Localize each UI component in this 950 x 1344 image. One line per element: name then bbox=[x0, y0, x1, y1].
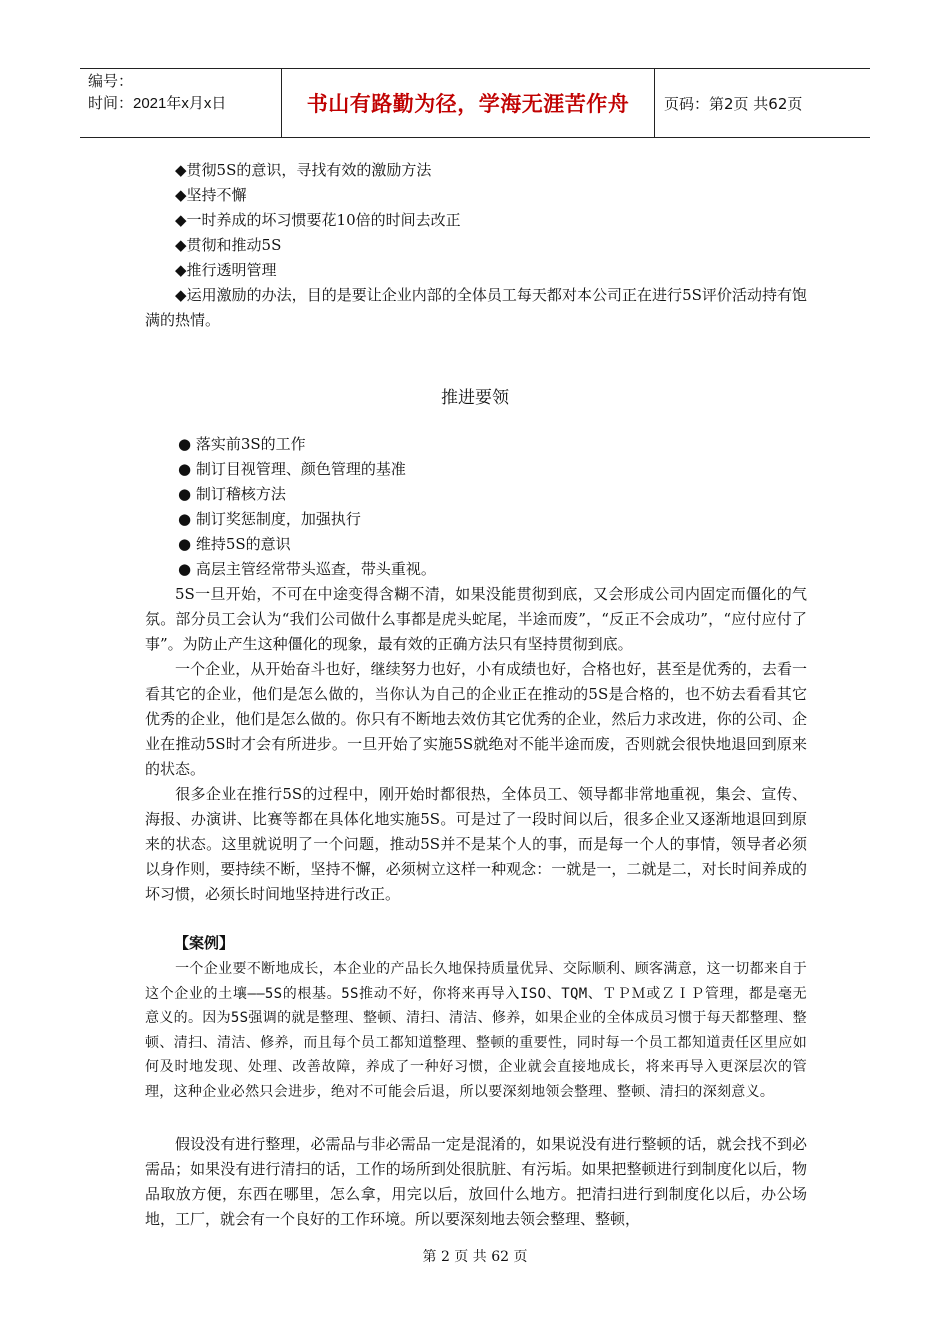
page-footer: 第 2 页 共 62 页 bbox=[422, 1249, 528, 1265]
body-paragraph: 5S一旦开始，不可在中途变得含糊不清，如果没能贯彻到底，又会形成公司内固定而僵化的气氛。部分员工会认为“我们公司做什么事都是虎头蛇尾，半途而废”，“反正不会成功”，“应付应付了事”。为防止产生这种僵化的现象，最有效的正确方法只有坚持贯彻到底。 bbox=[145, 585, 807, 653]
intro-paragraph: ◆运用激励的办法，目的是要让企业内部的全体员工每天都对本公司正在进行5S评价活动持有饱满的热情。 bbox=[145, 286, 807, 329]
closing-paragraph: 假设没有进行整理，必需品与非必需品一定是混淆的，如果说没有进行整顿的话，就会找不到必需品；如果没有进行清扫的话，工作的场所到处很肮脏、有污垢。如果把整顿进行到制度化以后，物品取放方便，东西在哪里，怎么拿，用完以后，放回什么地方。把清扫进行到制度化以后，办公场地，工厂，就会有一个良好的工作环境。所以要深刻地去领会整理、整顿， bbox=[145, 1135, 807, 1228]
section-heading: 推进要领 bbox=[441, 388, 509, 408]
header-page-info: 页码：第2页 共62页 bbox=[664, 94, 803, 113]
intro-bullet: ◆贯彻和推动5S bbox=[175, 236, 282, 254]
key-point: ● 制订目视管理、颜色管理的基准 bbox=[178, 460, 406, 478]
body-paragraph: 很多企业在推行5S的过程中，刚开始时都很热，全体员工、领导都非常地重视，集会、宣传、海报、办演讲、比赛等都在具体化地实施5S。可是过了一段时间以后，很多企业又逐渐地退回到原来的状态。这里就说明了一个问题，推动5S并不是某个人的事，而是每一个人的事情，领导者必须以身作则，要持续不断，坚持不懈，必须树立这样一种观念：一就是一，二就是二，对长时间养成的坏习惯，必须长时间地坚持进行改正。 bbox=[145, 785, 807, 903]
intro-bullet: ◆一时养成的坏习惯要花10倍的时间去改正 bbox=[175, 211, 461, 229]
intro-bullet: ◆贯彻5S的意识，寻找有效的激励方法 bbox=[175, 161, 432, 179]
key-point: ● 维持5S的意识 bbox=[178, 535, 291, 553]
page-header bbox=[80, 68, 870, 138]
key-point: ● 制订稽核方法 bbox=[178, 485, 286, 503]
serial-label: 编号： bbox=[88, 73, 134, 90]
body-paragraph: 一个企业，从开始奋斗也好，继续努力也好，小有成绩也好，合格也好，甚至是优秀的，去看一看其它的企业，他们是怎么做的，当你认为自己的企业正在推动的5S是合格的，也不妨去看看其它优秀的企业，他们是怎么做的。你只有不断地去效仿其它优秀的企业，然后力求改进，你的公司、企业在推动5S时才会有所进步。一旦开始了实施5S就绝对不能半途而废，否则就会很快地退回到原来的状态。 bbox=[145, 660, 807, 778]
header-motto: 书山有路勤为径，学海无涯苦作舟 bbox=[282, 69, 655, 137]
case-title: 【案例】 bbox=[174, 934, 235, 952]
case-paragraph: 一个企业要不断地成长，本企业的产品长久地保持质量优异、交际顺利、顾客满意，这一切都来自于这个企业的土壤——5S的根基。5S推动不好，你将来再导入ISO、TQM、ＴＰＭ或ＺＩＰ管理，都是毫无意义的。因为5S强调的就是整理、整顿、清扫、清洁、修养，如果企业的全体成员习惯于每天都整理、整顿、清扫、清洁、修养，而且每个员工都知道整理、整顿的重要性，同时每一个员工都知道责任区里应如何及时地发现、处理、改善故障，养成了一种好习惯，企业就会直接地成长，将来再导入更深层次的管理，这种企业必然只会进步，绝对不可能会后退，所以要深刻地领会整理、整顿、清扫的深刻意义。 bbox=[145, 961, 807, 1100]
date-label: 时间：2021年x月x日 bbox=[88, 95, 227, 112]
key-point: ● 落实前3S的工作 bbox=[178, 435, 306, 453]
header-meta-cell bbox=[80, 69, 282, 137]
key-point: ● 制订奖惩制度，加强执行 bbox=[178, 510, 361, 528]
intro-bullet: ◆推行透明管理 bbox=[175, 261, 277, 279]
intro-bullet: ◆坚持不懈 bbox=[175, 186, 247, 204]
key-point: ● 高层主管经常带头巡查，带头重视。 bbox=[178, 560, 436, 578]
